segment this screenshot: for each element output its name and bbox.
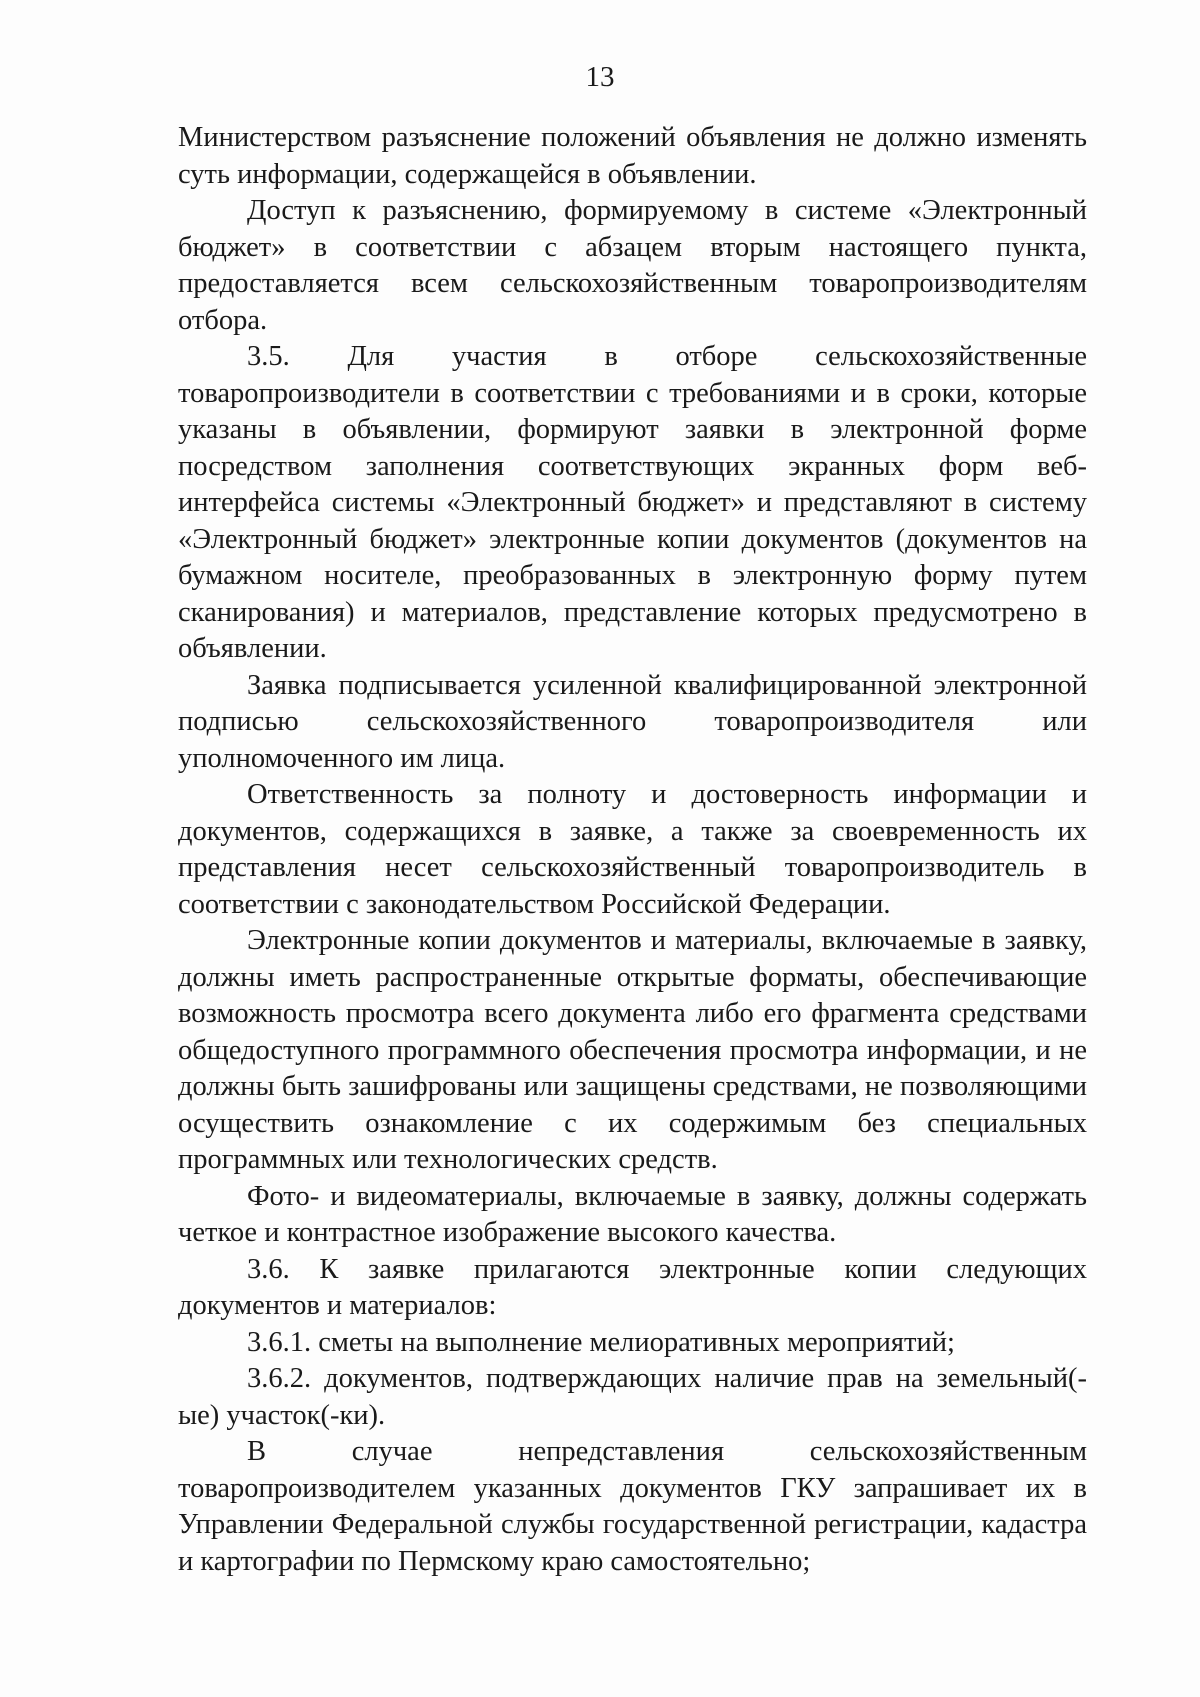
paragraph-clarification-access: Доступ к разъяснению, формируемому в системе «Электронный бюджет» в соответствии с абзацем вторым настоящего пункта, предоставляется всем сельскохозяйственным товаропроизводителям отбора. <box>178 195 1087 336</box>
paragraph-application-signature: Заявка подписывается усиленной квалифицированной электронной подписью сельскохозяйственного товаропроизводителя или уполномоченного им лица. <box>178 669 1087 774</box>
list-item-3-6-2: 3.6.2. документов, подтверждающих наличие прав на земельный(-ые) участок(-ки). <box>178 1363 1087 1431</box>
paragraph-electronic-copies-formats: Электронные копии документов и материалы, включаемые в заявку, должны иметь распространенные открытые форматы, обеспечивающие возможность просмотра всего документа либо его фрагмента средствами общедоступного программного обеспечения просмотра информации, и не должны быть зашифрованы или защищены средствами, не позволяющими осуществить ознакомление с их содержимым без специальных программных или технологических средств. <box>178 925 1087 1175</box>
paragraph-clarification-content: Министерством разъяснение положений объявления не должно изменять суть информации, содержащейся в объявлении. <box>178 122 1087 190</box>
page-number: 13 <box>585 61 615 93</box>
document-body <box>178 120 1087 1580</box>
paragraph-non-submission-case: В случае непредставления сельскохозяйственным товаропроизводителем указанных документов ГКУ запрашивает их в Управлении Федеральной службы государственной регистрации, кадастра и картографии по Пермскому краю самостоятельно; <box>178 1436 1087 1577</box>
paragraph-responsibility: Ответственность за полноту и достоверность информации и документов, содержащихся в заявке, а также за своевременность их представления несет сельскохозяйственный товаропроизводитель в соответствии с законодательством Российской Федерации. <box>178 779 1087 920</box>
list-item-3-6-1: 3.6.1. сметы на выполнение мелиоративных мероприятий; <box>247 1326 955 1358</box>
paragraph-3-6-attachments: 3.6. К заявке прилагаются электронные копии следующих документов и материалов: <box>178 1253 1087 1321</box>
paragraph-photo-video-materials: Фото- и видеоматериалы, включаемые в заявку, должны содержать четкое и контрастное изображение высокого качества. <box>178 1180 1087 1248</box>
paragraph-3-5-application-submission: 3.5. Для участия в отборе сельскохозяйственные товаропроизводители в соответствии с требованиями и в сроки, которые указаны в объявлении, формируют заявки в электронной форме посредством заполнения соответствующих экранных форм веб-интерфейса системы «Электронный бюджет» и представляют в систему «Электронный бюджет» электронные копии документов (документов на бумажном носителе, преобразованных в электронную форму путем сканирования) и материалов, представление которых предусмотрено в объявлении. <box>178 341 1087 664</box>
